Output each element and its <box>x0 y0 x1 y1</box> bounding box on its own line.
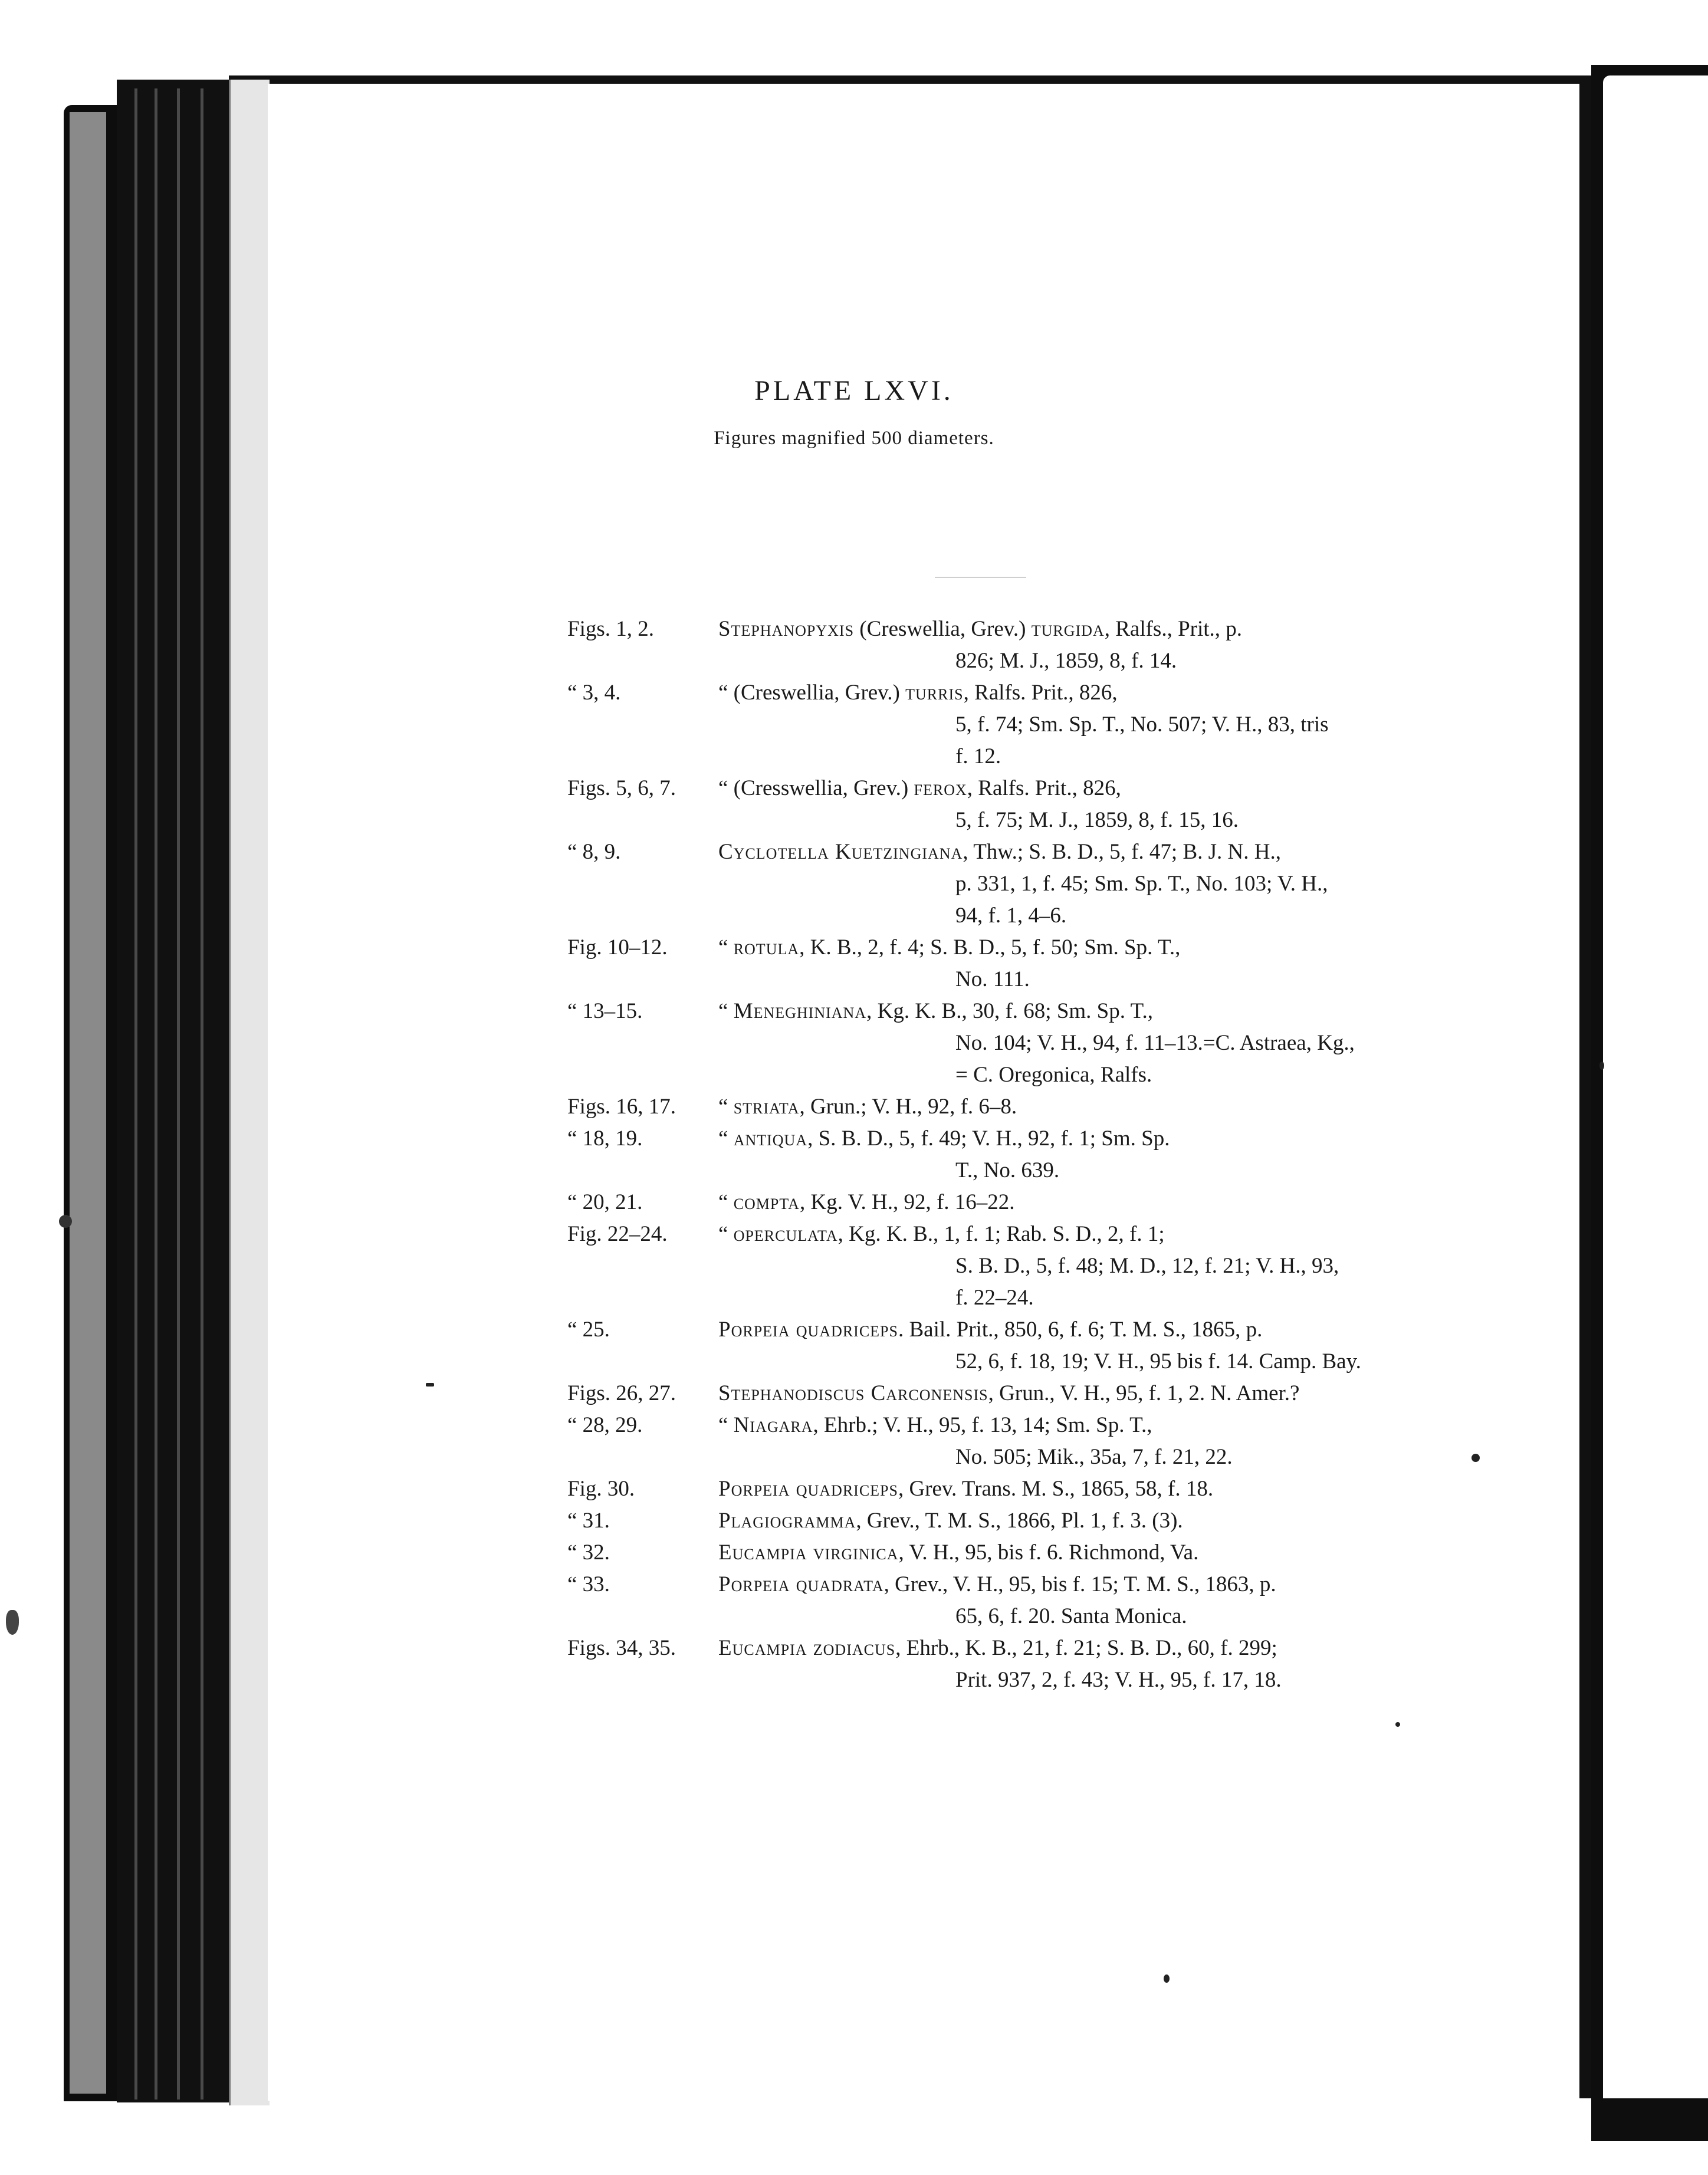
entry-continuation-line: No. 505; Mik., 35a, 7, f. 21, 22. <box>955 1445 1233 1469</box>
scan-mark <box>1164 1974 1170 1983</box>
figure-number: Figs. 26, 27. <box>567 1381 676 1405</box>
taxon-name: operculata <box>733 1222 838 1246</box>
taxon-name: turris <box>905 681 964 705</box>
figure-entry <box>0 1537 1708 1569</box>
plate-subtitle: Figures magnified 500 diameters. <box>714 428 994 449</box>
taxon-name: Eucampia virginica <box>718 1540 899 1565</box>
entry-first-line <box>0 1505 1708 1537</box>
figure-number: “ 8, 9. <box>567 840 621 864</box>
entry-first-line <box>0 1537 1708 1569</box>
entry-text: , K. B., 2, f. 4; S. B. D., 5, f. 50; Sm. Sp. T., <box>799 935 1181 960</box>
entry-continuation-line: T., No. 639. <box>955 1158 1060 1182</box>
entry-first-line <box>0 1378 1708 1410</box>
taxon-name: Porpeia quadrata <box>718 1572 884 1596</box>
entry-text: , Grun., V. H., 95, f. 1, 2. N. Amer.? <box>988 1381 1300 1405</box>
entry-continuation-line: 94, f. 1, 4–6. <box>955 903 1067 928</box>
figure-number: “ 32. <box>567 1540 610 1565</box>
taxon-name: striata <box>733 1095 800 1119</box>
taxon-name: Porpeia quadriceps <box>718 1477 898 1501</box>
entry-text: “ <box>718 1126 734 1151</box>
figure-number: “ 20, 21. <box>567 1190 643 1214</box>
entry-text: “ <box>718 1222 734 1246</box>
entry-first-line <box>0 677 1708 709</box>
figure-entry <box>0 613 1708 677</box>
figure-entry <box>0 1505 1708 1537</box>
figure-number: Figs. 1, 2. <box>567 617 655 641</box>
entry-first-line <box>0 932 1708 964</box>
entry-first-line <box>0 836 1708 868</box>
entry-continuation-line: Prit. 937, 2, f. 43; V. H., 95, f. 17, 18. <box>955 1668 1282 1692</box>
entry-text: , Grev., T. M. S., 1866, Pl. 1, f. 3. (3). <box>856 1509 1183 1533</box>
figure-entry <box>0 1314 1708 1378</box>
figure-entry <box>0 1569 1708 1632</box>
entry-continuation-line: S. B. D., 5, f. 48; M. D., 12, f. 21; V. H., 93, <box>955 1254 1339 1278</box>
entry-text: , Kg. K. B., 30, f. 68; Sm. Sp. T., <box>866 999 1153 1023</box>
figure-entry <box>0 1473 1708 1505</box>
entry-continuation-line: No. 104; V. H., 94, f. 11–13.=C. Astraea, Kg., <box>955 1031 1355 1055</box>
figure-entry <box>0 1632 1708 1696</box>
taxon-name: Porpeia quadriceps <box>718 1318 898 1342</box>
figure-entry <box>0 677 1708 773</box>
entry-continuation-line: = C. Oregonica, Ralfs. <box>955 1063 1152 1087</box>
entry-continuation-line: 5, f. 74; Sm. Sp. T., No. 507; V. H., 83, tris <box>955 712 1329 737</box>
plate-title: PLATE LXVI. <box>754 375 954 406</box>
figure-number: “ 33. <box>567 1572 610 1596</box>
entry-text: , Grev., V. H., 95, bis f. 15; T. M. S., 1863, p. <box>883 1572 1276 1596</box>
figure-number: “ 13–15. <box>567 999 643 1023</box>
figure-entry <box>0 773 1708 836</box>
entry-first-line <box>0 1123 1708 1155</box>
entry-first-line <box>0 1314 1708 1346</box>
entry-continuation-line: f. 22–24. <box>955 1286 1034 1310</box>
entry-text: “ (Creswellia, Grev.) <box>718 681 906 705</box>
entry-text: “ (Cresswellia, Grev.) <box>718 776 914 800</box>
entry-text: , S. B. D., 5, f. 49; V. H., 92, f. 1; Sm. Sp. <box>807 1126 1170 1151</box>
taxon-name: Meneghiniana <box>733 999 867 1023</box>
entry-text: “ <box>718 1413 734 1437</box>
entry-text: “ <box>718 999 734 1023</box>
taxon-name: ferox <box>914 776 967 800</box>
entry-text: , V. H., 95, bis f. 6. Richmond, Va. <box>898 1540 1199 1565</box>
figure-entry <box>0 932 1708 995</box>
figure-number: “ 3, 4. <box>567 681 621 705</box>
figure-number: “ 25. <box>567 1318 610 1342</box>
entry-text: , Thw.; S. B. D., 5, f. 47; B. J. N. H., <box>963 840 1281 864</box>
entry-continuation-line: 5, f. 75; M. J., 1859, 8, f. 15, 16. <box>955 808 1239 832</box>
entry-text: , Kg. K. B., 1, f. 1; Rab. S. D., 2, f. 1; <box>837 1222 1165 1246</box>
entry-text: (Creswellia, Grev.) <box>854 617 1032 641</box>
entry-continuation-line: 826; M. J., 1859, 8, f. 14. <box>955 649 1177 673</box>
entry-first-line <box>0 613 1708 645</box>
entry-continuation-line: 52, 6, f. 18, 19; V. H., 95 bis f. 14. Camp. Bay. <box>955 1349 1361 1374</box>
figure-entry <box>0 836 1708 932</box>
entry-first-line <box>0 1187 1708 1218</box>
taxon-name: turgida <box>1031 617 1105 641</box>
taxon-name: Niagara <box>733 1413 813 1437</box>
entry-first-line <box>0 1410 1708 1441</box>
figure-number: Fig. 10–12. <box>567 935 668 960</box>
figure-entry <box>0 1410 1708 1473</box>
entry-continuation-line: p. 331, 1, f. 45; Sm. Sp. T., No. 103; V. H., <box>955 872 1328 896</box>
title-divider <box>935 577 1026 578</box>
figure-entry <box>0 995 1708 1091</box>
entry-continuation-line: No. 111. <box>955 967 1030 991</box>
page-top-shadow <box>229 75 1585 84</box>
taxon-name: Stephanopyxis <box>718 617 855 641</box>
entry-text: “ <box>718 935 734 960</box>
figure-entry <box>0 1378 1708 1410</box>
taxon-name: antiqua <box>733 1126 808 1151</box>
entry-text: , Grev. Trans. M. S., 1865, 58, f. 18. <box>898 1477 1214 1501</box>
taxon-name: compta <box>733 1190 800 1214</box>
entry-first-line <box>0 1473 1708 1505</box>
entry-text: . Bail. Prit., 850, 6, f. 6; T. M. S., 1865, p. <box>898 1318 1263 1342</box>
figure-number: Figs. 16, 17. <box>567 1095 676 1119</box>
taxon-name: Cyclotella Kuetzingiana <box>718 840 963 864</box>
entry-first-line <box>0 1569 1708 1601</box>
figure-entry <box>0 1187 1708 1218</box>
entry-text: , Ralfs. Prit., 826, <box>967 776 1121 800</box>
scan-mark <box>1395 1722 1400 1727</box>
entry-first-line <box>0 1632 1708 1664</box>
figure-entry <box>0 1218 1708 1314</box>
taxon-name: Plagiogramma <box>718 1509 856 1533</box>
figure-number: Fig. 22–24. <box>567 1222 668 1246</box>
entry-first-line <box>0 773 1708 804</box>
taxon-name: rotula <box>733 935 800 960</box>
figure-entry <box>0 1091 1708 1123</box>
entry-text: , Ralfs. Prit., 826, <box>963 681 1118 705</box>
taxon-name: Eucampia zodiacus <box>718 1636 896 1660</box>
figure-number: Figs. 5, 6, 7. <box>567 776 676 800</box>
taxon-name: Stephanodiscus Carconensis <box>718 1381 988 1405</box>
figure-list <box>0 613 1708 1696</box>
figure-number: Figs. 34, 35. <box>567 1636 676 1660</box>
figure-number: “ 28, 29. <box>567 1413 643 1437</box>
entry-text: , Ehrb., K. B., 21, f. 21; S. B. D., 60, f. 299; <box>895 1636 1277 1660</box>
entry-text: “ <box>718 1190 734 1214</box>
entry-first-line <box>0 1091 1708 1123</box>
entry-continuation-line: f. 12. <box>955 744 1001 768</box>
entry-continuation-line: 65, 6, f. 20. Santa Monica. <box>955 1604 1187 1628</box>
figure-number: Fig. 30. <box>567 1477 635 1501</box>
entry-text: , Ralfs., Prit., p. <box>1104 617 1243 641</box>
entry-first-line <box>0 995 1708 1027</box>
figure-entry <box>0 1123 1708 1187</box>
entry-text: , Kg. V. H., 92, f. 16–22. <box>799 1190 1015 1214</box>
entry-text: , Grun.; V. H., 92, f. 6–8. <box>799 1095 1017 1119</box>
entry-text: , Ehrb.; V. H., 95, f. 13, 14; Sm. Sp. T., <box>813 1413 1152 1437</box>
entry-first-line <box>0 1218 1708 1250</box>
figure-number: “ 31. <box>567 1509 610 1533</box>
figure-number: “ 18, 19. <box>567 1126 643 1151</box>
entry-text: “ <box>718 1095 734 1119</box>
